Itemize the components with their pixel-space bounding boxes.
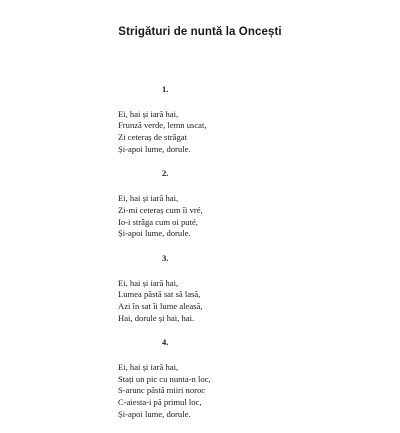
poem-line: Ei, hai și iară hai, bbox=[118, 193, 179, 204]
poem-line: Azi în sat îi lume aleasă, bbox=[118, 300, 203, 311]
stanza bbox=[118, 253, 318, 324]
poem-line: Și-apoi lume, dorule. bbox=[118, 143, 191, 154]
poem-line: Ei, hai și iară hai, bbox=[118, 108, 179, 119]
document-title: Strigături de nuntă la Oncești bbox=[118, 26, 282, 38]
poem-line: Stați un pic cu nunta-n loc, bbox=[118, 373, 211, 384]
poem-line: Ei, hai și iară hai, bbox=[118, 277, 179, 288]
poem bbox=[118, 84, 318, 433]
poem-line: Zi-mi ceteraș cum îi vré, bbox=[118, 204, 203, 215]
stanza-number: 4. bbox=[162, 337, 169, 348]
stanza-number: 3. bbox=[162, 252, 169, 263]
stanza-number: 2. bbox=[162, 168, 169, 179]
poem-line: Ei, hai și iară hai, bbox=[118, 362, 179, 372]
stanza bbox=[118, 337, 318, 420]
stanza-number: 1. bbox=[162, 84, 169, 94]
poem-line: Hai, dorule și hai, hai. bbox=[118, 312, 195, 323]
poem-line: C-aiesta-i pă primul loc, bbox=[118, 397, 202, 408]
poem-line: Lumea păstă sat să lasă, bbox=[118, 289, 201, 300]
stanza bbox=[118, 168, 318, 239]
poem-line: S-arunc păstă miiri noroc bbox=[118, 385, 206, 396]
poem-line: Frunză verde, lemn uscat, bbox=[118, 120, 207, 131]
poem-line: Și-apoi lume, dorule. bbox=[118, 228, 191, 239]
poem-line: Și-apoi lume, dorule. bbox=[118, 408, 191, 419]
poem-line: Zi ceteraș de strâgat bbox=[118, 132, 187, 143]
poem-line: Io-i strâga cum oi puté, bbox=[118, 216, 198, 227]
stanza bbox=[118, 84, 318, 155]
